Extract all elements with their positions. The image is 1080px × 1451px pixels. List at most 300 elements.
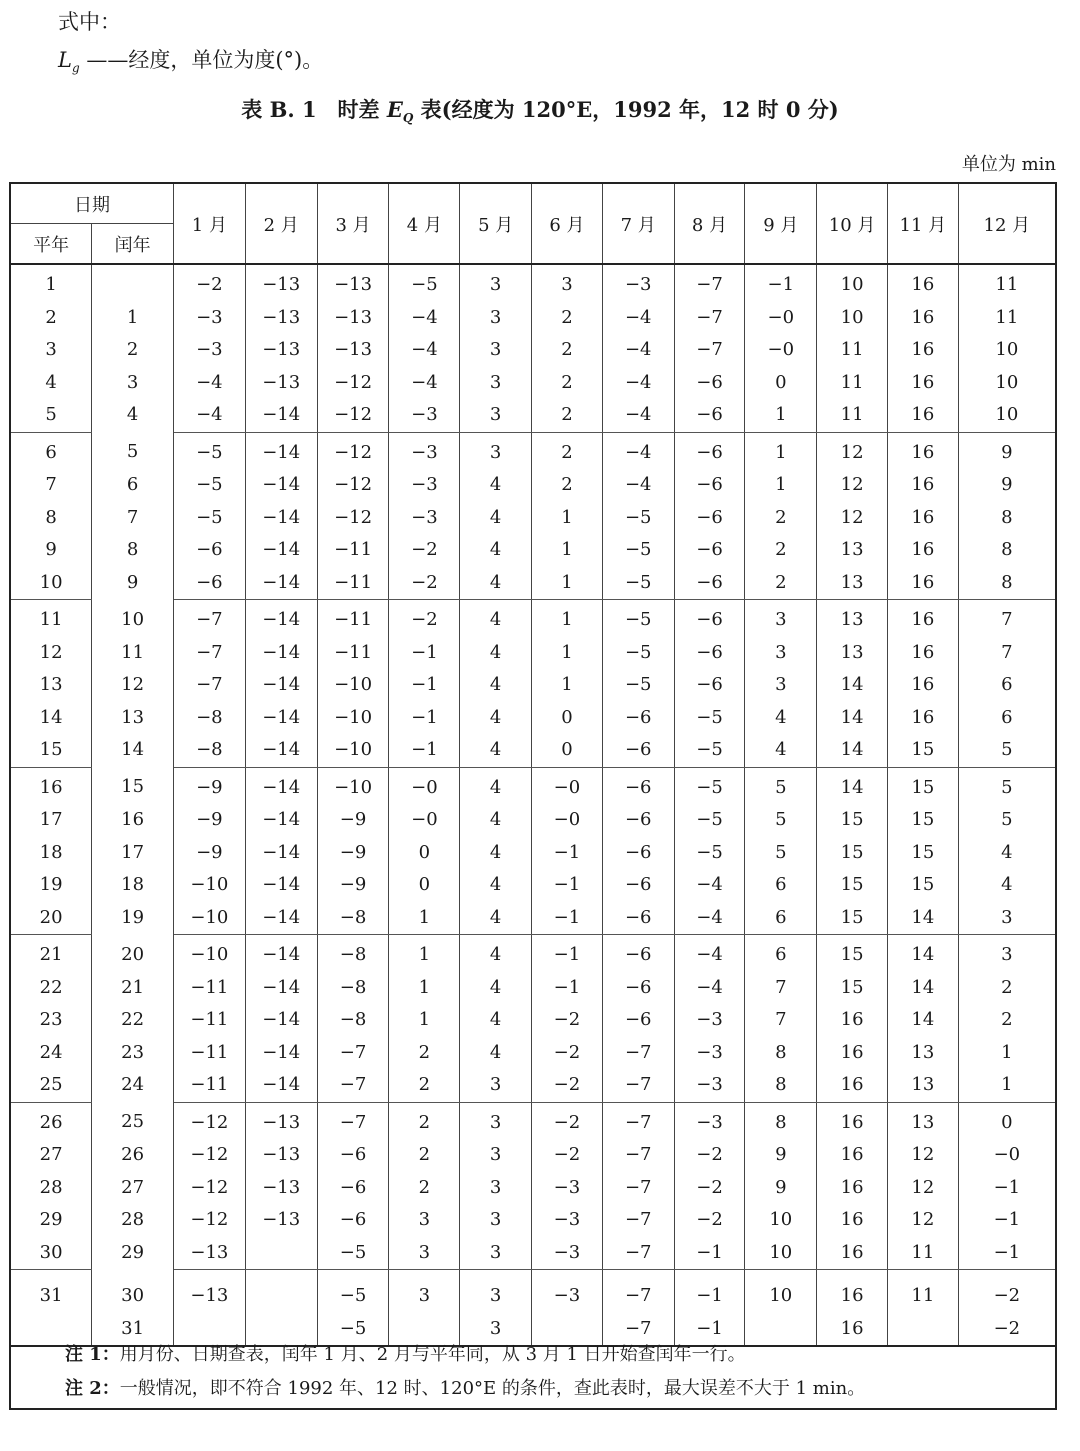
value-cell: 16	[887, 567, 958, 600]
value-cell: −1	[745, 264, 817, 302]
value-cell: 4	[460, 972, 532, 1005]
value-cell: −1	[389, 702, 460, 735]
value-cell: −14	[245, 534, 317, 567]
value-cell: 7	[958, 600, 1056, 637]
value-cell: 5	[745, 767, 817, 804]
value-cell: 12	[887, 1139, 958, 1172]
value-cell: 1	[532, 600, 603, 637]
common-year-header: 平年	[10, 224, 92, 265]
leap-year-day: 17	[92, 837, 174, 870]
value-cell: 4	[460, 767, 532, 804]
value-cell: 2	[958, 1004, 1056, 1037]
value-cell: −6	[602, 804, 674, 837]
value-cell: −0	[745, 302, 817, 335]
value-cell: 13	[887, 1037, 958, 1070]
table-row	[10, 469, 1056, 502]
value-cell: 2	[389, 1172, 460, 1205]
value-cell: 1	[745, 469, 817, 502]
value-cell: −7	[317, 1102, 389, 1139]
value-cell: −4	[674, 972, 745, 1005]
value-cell: −5	[674, 804, 745, 837]
value-cell: 3	[460, 1069, 532, 1102]
value-cell: −14	[245, 734, 317, 767]
value-cell: 14	[817, 767, 888, 804]
value-cell: 2	[745, 534, 817, 567]
value-cell: 3	[460, 1139, 532, 1172]
value-cell: −3	[674, 1102, 745, 1139]
leap-year-day: 25	[92, 1102, 174, 1139]
common-year-day: 2	[10, 302, 92, 335]
value-cell: 1	[532, 502, 603, 535]
value-cell: −5	[173, 502, 245, 535]
value-cell: −2	[173, 264, 245, 302]
value-cell: −1	[674, 1313, 745, 1347]
value-cell: 2	[389, 1069, 460, 1102]
value-cell: 3	[745, 637, 817, 670]
value-cell: −4	[602, 432, 674, 469]
value-cell: 15	[817, 837, 888, 870]
value-cell: −14	[245, 902, 317, 935]
value-cell: −6	[674, 469, 745, 502]
leap-year-day: 4	[92, 399, 174, 432]
equation-of-time-table	[9, 182, 1057, 1347]
value-cell: −13	[317, 302, 389, 335]
value-cell: 13	[817, 534, 888, 567]
value-cell: −14	[245, 432, 317, 469]
value-cell: −3	[532, 1237, 603, 1270]
value-cell: −13	[245, 302, 317, 335]
common-year-day: 25	[10, 1069, 92, 1102]
value-cell: −14	[245, 637, 317, 670]
value-cell: −8	[173, 702, 245, 735]
value-cell: −6	[602, 1004, 674, 1037]
common-year-day: 21	[10, 935, 92, 972]
value-cell: 2	[389, 1102, 460, 1139]
value-cell: 16	[817, 1037, 888, 1070]
value-cell: −4	[674, 902, 745, 935]
value-cell: −5	[674, 702, 745, 735]
value-cell: −2	[389, 600, 460, 637]
value-cell: 2	[745, 567, 817, 600]
value-cell: −1	[532, 902, 603, 935]
value-cell: 3	[745, 600, 817, 637]
value-cell: −4	[602, 302, 674, 335]
value-cell: 11	[958, 302, 1056, 335]
value-cell: −6	[674, 367, 745, 400]
value-cell: −10	[317, 734, 389, 767]
value-cell: −1	[674, 1237, 745, 1270]
value-cell: 1	[389, 935, 460, 972]
value-cell: 15	[817, 902, 888, 935]
value-cell: −7	[674, 334, 745, 367]
value-cell: 3	[958, 935, 1056, 972]
value-cell: −7	[602, 1037, 674, 1070]
value-cell: 14	[817, 702, 888, 735]
value-cell: −12	[317, 469, 389, 502]
value-cell: 0	[532, 702, 603, 735]
value-cell: −14	[245, 767, 317, 804]
value-cell: −12	[317, 367, 389, 400]
value-cell: 15	[817, 804, 888, 837]
value-cell	[245, 1270, 317, 1313]
value-cell: 16	[817, 1102, 888, 1139]
value-cell: 16	[887, 399, 958, 432]
month-header: 1 月	[173, 183, 245, 264]
value-cell: 9	[958, 469, 1056, 502]
value-cell: 4	[460, 734, 532, 767]
value-cell: −7	[674, 264, 745, 302]
value-cell: −13	[245, 1139, 317, 1172]
value-cell: 12	[817, 432, 888, 469]
value-cell: 3	[460, 1270, 532, 1313]
common-year-day: 6	[10, 432, 92, 469]
value-cell: −8	[317, 902, 389, 935]
table-body	[10, 264, 1056, 1346]
value-cell: 16	[887, 334, 958, 367]
table-row	[10, 1004, 1056, 1037]
value-cell: 12	[887, 1204, 958, 1237]
value-cell: −7	[602, 1172, 674, 1205]
value-cell: −14	[245, 399, 317, 432]
value-cell: 16	[887, 600, 958, 637]
value-cell: −3	[389, 432, 460, 469]
common-year-day: 19	[10, 869, 92, 902]
value-cell: 4	[460, 600, 532, 637]
value-cell: −4	[674, 935, 745, 972]
date-header: 日期	[10, 183, 173, 224]
value-cell: −4	[173, 399, 245, 432]
value-cell: −14	[245, 669, 317, 702]
leap-year-day: 3	[92, 367, 174, 400]
value-cell: 3	[460, 1313, 532, 1347]
leap-year-day: 23	[92, 1037, 174, 1070]
value-cell: 15	[887, 869, 958, 902]
value-cell: −12	[173, 1139, 245, 1172]
value-cell: −7	[317, 1037, 389, 1070]
value-cell: −6	[674, 399, 745, 432]
value-cell: −1	[532, 837, 603, 870]
value-cell: −6	[602, 734, 674, 767]
value-cell: 12	[817, 502, 888, 535]
value-cell: −3	[173, 302, 245, 335]
value-cell: 2	[389, 1037, 460, 1070]
table-row	[10, 972, 1056, 1005]
value-cell: 4	[460, 1037, 532, 1070]
month-header: 2 月	[245, 183, 317, 264]
value-cell: 8	[958, 567, 1056, 600]
value-cell: 1	[532, 637, 603, 670]
value-cell: −5	[602, 567, 674, 600]
common-year-day: 15	[10, 734, 92, 767]
unit-label: 单位为 min	[961, 154, 1056, 175]
value-cell: 16	[887, 302, 958, 335]
value-cell: 16	[817, 1172, 888, 1205]
leap-year-day: 26	[92, 1139, 174, 1172]
table-row	[10, 935, 1056, 972]
month-header: 6 月	[532, 183, 603, 264]
value-cell: −14	[245, 935, 317, 972]
value-cell: −13	[245, 1204, 317, 1237]
value-cell: −13	[317, 334, 389, 367]
leap-year-day: 13	[92, 702, 174, 735]
value-cell: 8	[745, 1037, 817, 1070]
value-cell: −0	[958, 1139, 1056, 1172]
value-cell: −13	[173, 1237, 245, 1270]
value-cell: 4	[460, 804, 532, 837]
value-cell: −6	[674, 567, 745, 600]
value-cell: −6	[317, 1204, 389, 1237]
leap-year-day: 31	[92, 1313, 174, 1347]
value-cell: 14	[817, 734, 888, 767]
common-year-day: 8	[10, 502, 92, 535]
value-cell: 4	[958, 837, 1056, 870]
notes-box	[9, 1328, 1057, 1410]
value-cell: 13	[817, 637, 888, 670]
table-row	[10, 334, 1056, 367]
value-cell: 0	[958, 1102, 1056, 1139]
value-cell: −11	[173, 972, 245, 1005]
value-cell: −11	[173, 1037, 245, 1070]
value-cell: −11	[317, 567, 389, 600]
leap-year-day	[92, 264, 174, 302]
value-cell: −14	[245, 502, 317, 535]
value-cell: 0	[389, 837, 460, 870]
value-cell: 5	[745, 804, 817, 837]
value-cell: 11	[887, 1237, 958, 1270]
table-row	[10, 1270, 1056, 1313]
value-cell: −10	[317, 669, 389, 702]
value-cell: −14	[245, 1037, 317, 1070]
value-cell: 3	[460, 1237, 532, 1270]
leap-year-day: 16	[92, 804, 174, 837]
value-cell: −3	[602, 264, 674, 302]
value-cell: −14	[245, 972, 317, 1005]
leap-year-day: 9	[92, 567, 174, 600]
value-cell: 2	[532, 334, 603, 367]
value-cell: −9	[173, 804, 245, 837]
value-cell: −9	[317, 804, 389, 837]
value-cell: −5	[317, 1237, 389, 1270]
value-cell: −6	[602, 837, 674, 870]
value-cell: −11	[317, 600, 389, 637]
value-cell: −10	[173, 935, 245, 972]
value-cell: −0	[532, 804, 603, 837]
longitude-description: ——经度，单位为度(°)。	[86, 48, 324, 72]
table-row	[10, 600, 1056, 637]
value-cell: −10	[173, 902, 245, 935]
value-cell: −6	[674, 534, 745, 567]
month-header: 10 月	[817, 183, 888, 264]
value-cell: 16	[817, 1313, 888, 1347]
value-cell: 2	[532, 367, 603, 400]
value-cell: 6	[958, 669, 1056, 702]
common-year-day: 23	[10, 1004, 92, 1037]
value-cell: −12	[317, 432, 389, 469]
value-cell: 16	[887, 367, 958, 400]
value-cell: 0	[532, 734, 603, 767]
value-cell: 11	[817, 334, 888, 367]
common-year-day: 12	[10, 637, 92, 670]
value-cell: −7	[602, 1102, 674, 1139]
value-cell: 11	[958, 264, 1056, 302]
value-cell: −13	[317, 264, 389, 302]
value-cell: 16	[887, 469, 958, 502]
value-cell: 14	[817, 669, 888, 702]
table-title: 表 B. 1 时差 $E_Q$ 表(经度为 120°E，1992 年，12 时 0 分)	[241, 97, 839, 126]
table-row	[10, 534, 1056, 567]
value-cell: −5	[389, 264, 460, 302]
value-cell: 4	[460, 567, 532, 600]
leap-year-day: 28	[92, 1204, 174, 1237]
value-cell: 3	[460, 334, 532, 367]
value-cell: −11	[317, 534, 389, 567]
value-cell: −8	[317, 1004, 389, 1037]
value-cell: −4	[602, 399, 674, 432]
value-cell: 4	[460, 469, 532, 502]
leap-year-day: 14	[92, 734, 174, 767]
leap-year-day: 29	[92, 1237, 174, 1270]
value-cell: 4	[745, 702, 817, 735]
common-year-day: 30	[10, 1237, 92, 1270]
leap-year-day: 22	[92, 1004, 174, 1037]
value-cell: 13	[817, 567, 888, 600]
month-header: 8 月	[674, 183, 745, 264]
value-cell: −4	[602, 469, 674, 502]
value-cell: −1	[958, 1237, 1056, 1270]
table-row	[10, 869, 1056, 902]
value-cell: −6	[602, 767, 674, 804]
value-cell: −8	[317, 935, 389, 972]
value-cell: 7	[958, 637, 1056, 670]
value-cell: 16	[887, 264, 958, 302]
table-row	[10, 1204, 1056, 1237]
leap-year-day: 27	[92, 1172, 174, 1205]
common-year-day: 28	[10, 1172, 92, 1205]
value-cell: 8	[745, 1069, 817, 1102]
value-cell: 1	[532, 534, 603, 567]
value-cell: −14	[245, 804, 317, 837]
value-cell: −13	[245, 1102, 317, 1139]
value-cell: 4	[460, 669, 532, 702]
value-cell: −14	[245, 837, 317, 870]
value-cell: 8	[745, 1102, 817, 1139]
value-cell: −6	[173, 567, 245, 600]
value-cell: −13	[245, 1172, 317, 1205]
value-cell: 16	[887, 502, 958, 535]
value-cell: 6	[745, 869, 817, 902]
value-cell: 5	[745, 837, 817, 870]
table-row	[10, 567, 1056, 600]
value-cell: 13	[817, 600, 888, 637]
common-year-day: 17	[10, 804, 92, 837]
value-cell: 10	[745, 1270, 817, 1313]
common-year-day: 24	[10, 1037, 92, 1070]
value-cell: −13	[173, 1270, 245, 1313]
value-cell: −2	[532, 1037, 603, 1070]
value-cell: 4	[958, 869, 1056, 902]
value-cell: −7	[173, 669, 245, 702]
value-cell: −12	[173, 1204, 245, 1237]
common-year-day: 1	[10, 264, 92, 302]
value-cell: 12	[887, 1172, 958, 1205]
table-row	[10, 502, 1056, 535]
leap-year-day: 30	[92, 1270, 174, 1313]
value-cell: −5	[602, 669, 674, 702]
value-cell: 1	[958, 1037, 1056, 1070]
value-cell: −2	[389, 567, 460, 600]
value-cell: −5	[674, 837, 745, 870]
value-cell: −5	[674, 734, 745, 767]
value-cell: 2	[532, 302, 603, 335]
value-cell: 16	[817, 1237, 888, 1270]
value-cell: −2	[674, 1172, 745, 1205]
value-cell: 16	[887, 637, 958, 670]
value-cell: 2	[532, 469, 603, 502]
value-cell: −4	[389, 334, 460, 367]
value-cell: 16	[887, 432, 958, 469]
value-cell: 3	[389, 1237, 460, 1270]
value-cell: −5	[674, 767, 745, 804]
value-cell: −9	[317, 837, 389, 870]
common-year-day: 3	[10, 334, 92, 367]
value-cell: −12	[173, 1172, 245, 1205]
value-cell: 4	[460, 502, 532, 535]
value-cell: 9	[745, 1172, 817, 1205]
table-row	[10, 669, 1056, 702]
value-cell: −2	[532, 1139, 603, 1172]
value-cell: −4	[674, 869, 745, 902]
month-header: 11 月	[887, 183, 958, 264]
value-cell: −2	[674, 1204, 745, 1237]
table-row	[10, 767, 1056, 804]
month-header: 9 月	[745, 183, 817, 264]
table-row	[10, 399, 1056, 432]
value-cell: 16	[817, 1004, 888, 1037]
value-cell: −2	[674, 1139, 745, 1172]
value-cell: 4	[460, 837, 532, 870]
value-cell: 3	[460, 432, 532, 469]
value-cell: −9	[173, 767, 245, 804]
leap-year-day: 11	[92, 637, 174, 670]
leap-year-day: 12	[92, 669, 174, 702]
common-year-day: 4	[10, 367, 92, 400]
value-cell: 4	[460, 935, 532, 972]
month-header: 7 月	[602, 183, 674, 264]
value-cell: 14	[887, 972, 958, 1005]
value-cell: −2	[389, 534, 460, 567]
value-cell: 1	[532, 567, 603, 600]
value-cell: 11	[817, 399, 888, 432]
value-cell: 10	[745, 1237, 817, 1270]
common-year-day: 29	[10, 1204, 92, 1237]
value-cell: −6	[674, 637, 745, 670]
value-cell: −12	[173, 1102, 245, 1139]
value-cell: −7	[602, 1237, 674, 1270]
common-year-day: 16	[10, 767, 92, 804]
table-row	[10, 1102, 1056, 1139]
value-cell: −14	[245, 1004, 317, 1037]
value-cell: −1	[532, 869, 603, 902]
note-1: 注 1：用月份、日期查表，闰年 1 月、2 月与平年同，从 3 月 1 日开始查闰年一行。	[65, 1344, 746, 1365]
table-row	[10, 837, 1056, 870]
value-cell: −7	[317, 1069, 389, 1102]
value-cell: 4	[745, 734, 817, 767]
month-header: 3 月	[317, 183, 389, 264]
value-cell: −6	[674, 502, 745, 535]
value-cell: −6	[674, 432, 745, 469]
value-cell: −14	[245, 869, 317, 902]
value-cell: 6	[745, 935, 817, 972]
